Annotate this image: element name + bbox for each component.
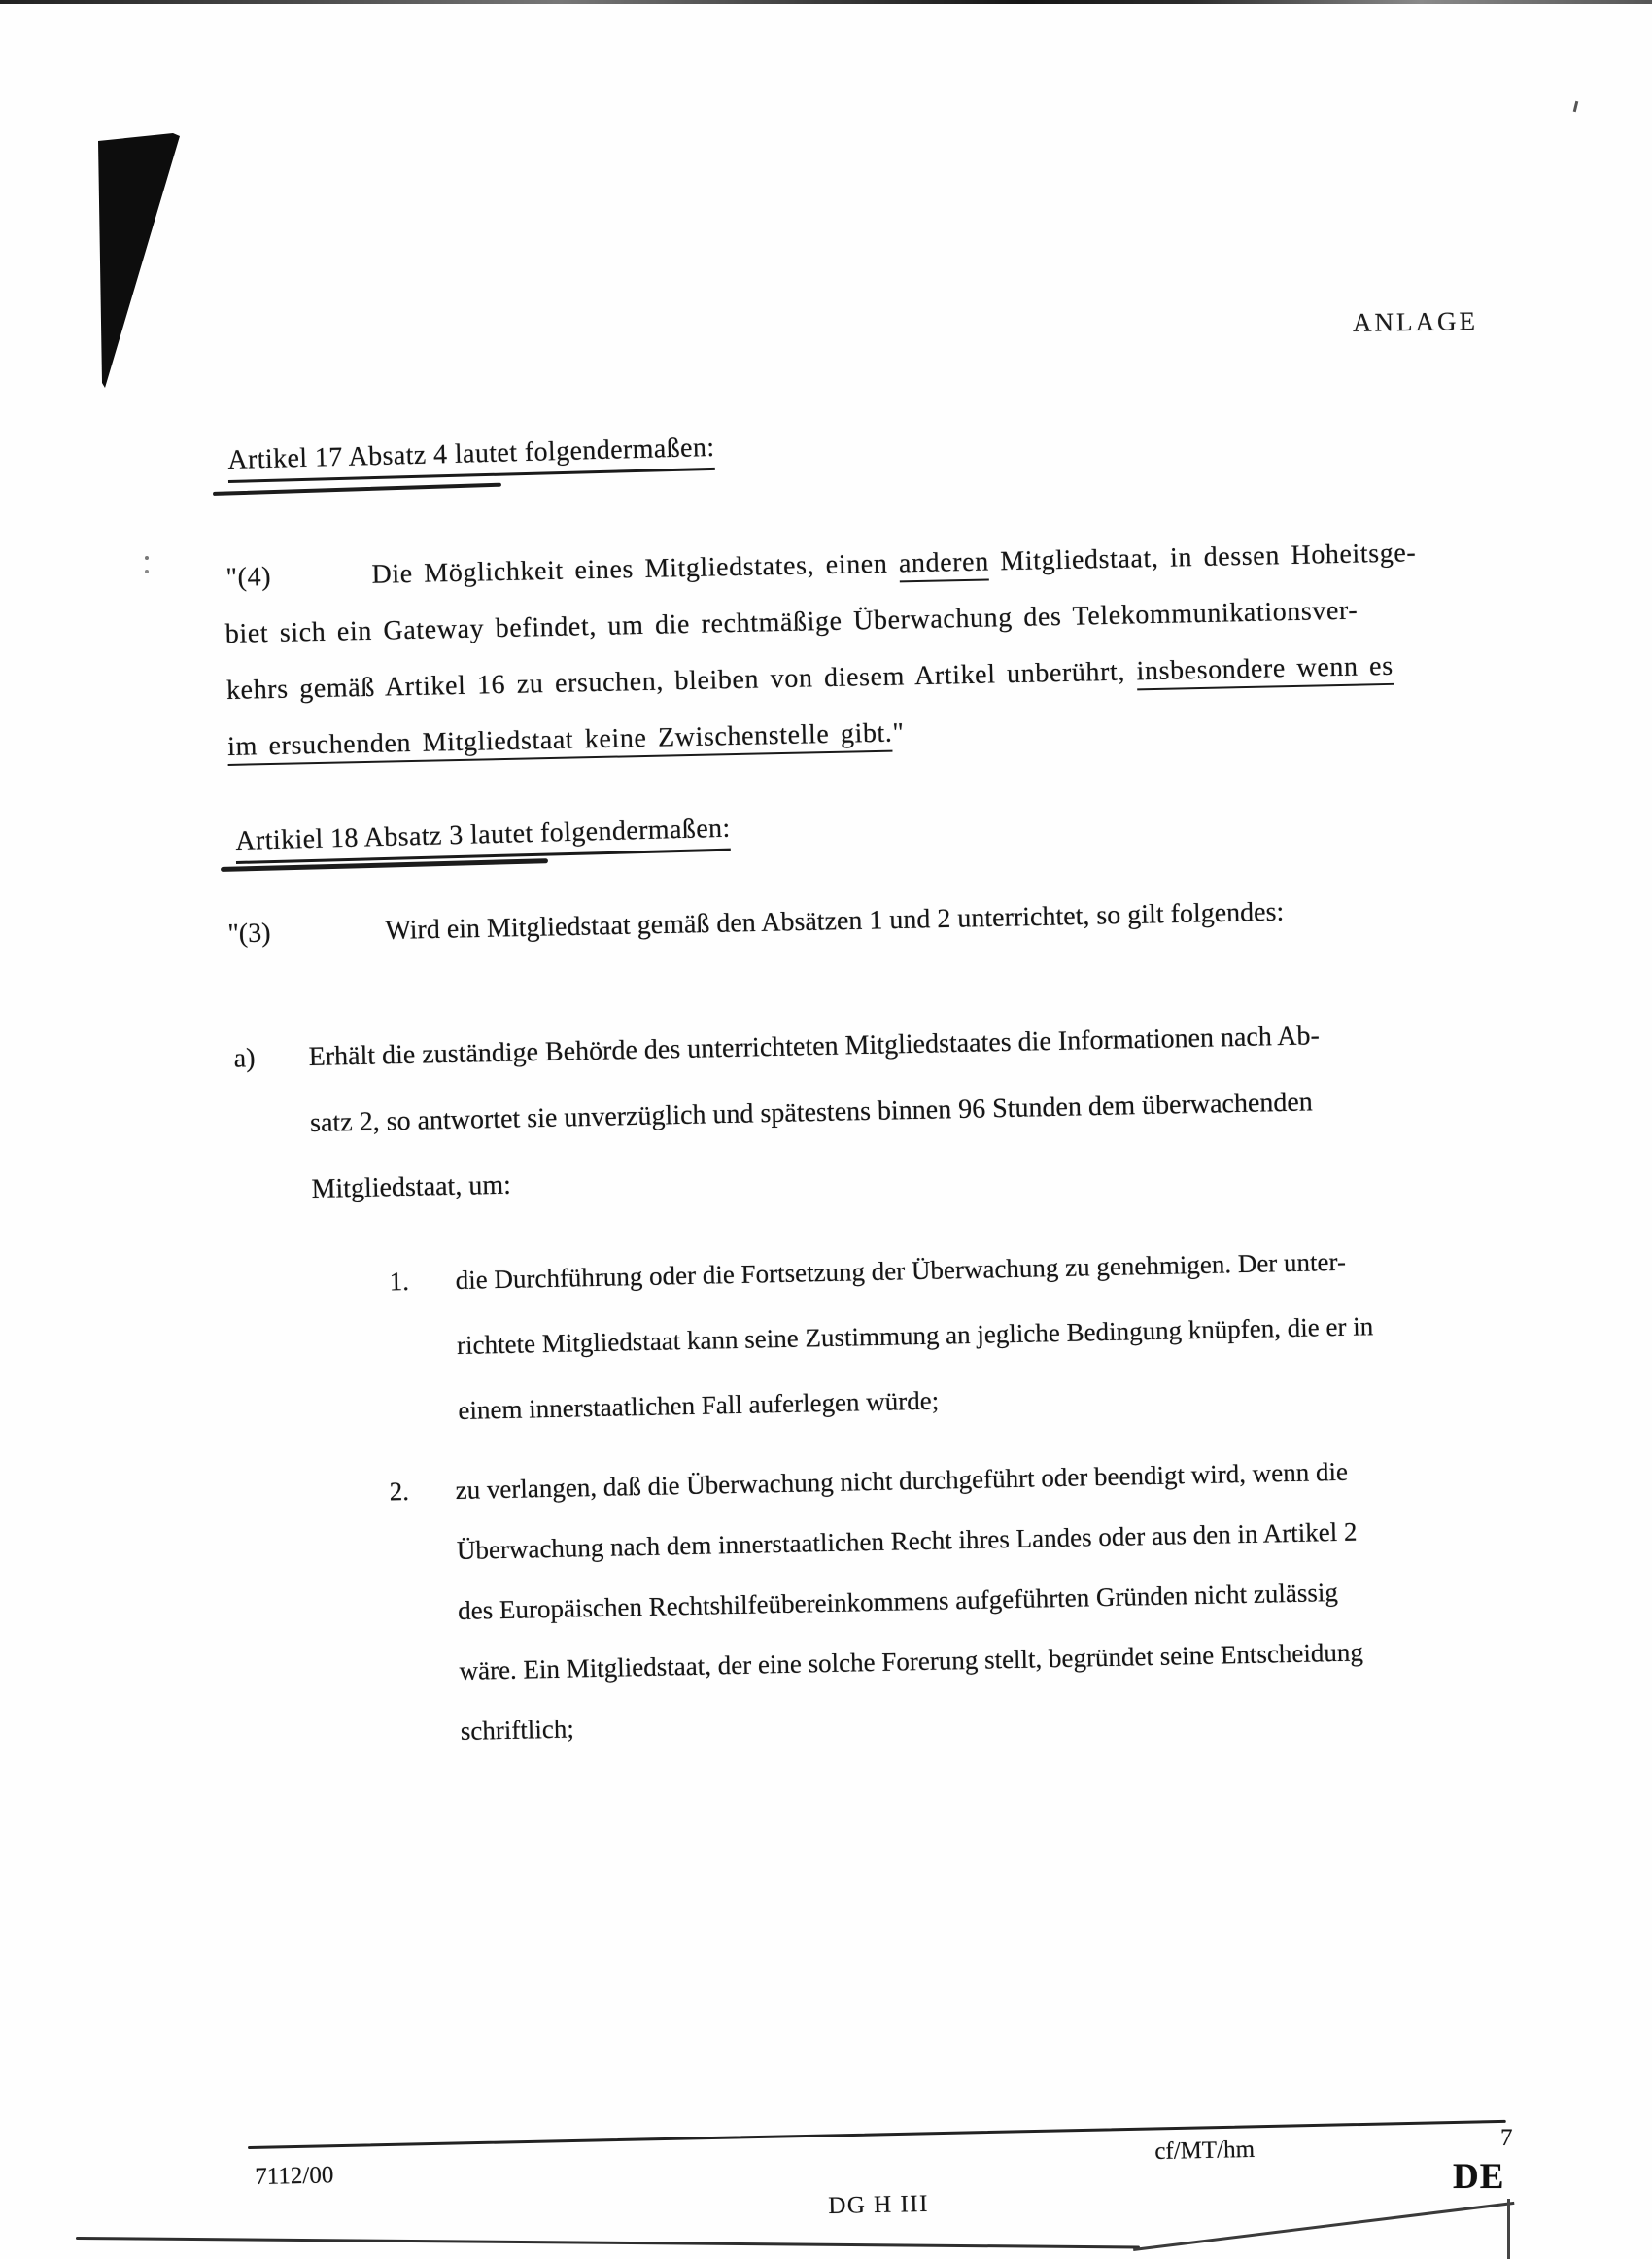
underlined-text: insbesondere wenn es [1136, 651, 1394, 691]
text-segment: Die Möglichkeit eines Mitgliedstates, einen [371, 548, 900, 590]
scan-speck [1573, 101, 1579, 112]
text-line: Erhält die zuständige Behörde des unterrichteten Mitgliedstaates die Informationen nach Ab- [308, 1021, 1321, 1072]
text-segment: " [892, 717, 905, 748]
scan-artifact-wedge [89, 132, 183, 391]
scan-edge-top [0, 0, 1652, 4]
item-2-marker: 2. [389, 1476, 410, 1507]
scan-speck [145, 556, 149, 560]
item-1-marker: 1. [389, 1266, 410, 1297]
text-line: Überwachung nach dem innerstaatlichen Recht ihres Landes oder aus den in Artikel 2 [456, 1516, 1358, 1565]
text-line: schriftlich; [460, 1714, 575, 1746]
underlined-text: anderen [899, 547, 990, 583]
paragraph-4-marker: "(4) [225, 561, 272, 593]
section2-heading-text: Artikiel 18 Absatz 3 lautet folgendermaßen: [235, 814, 731, 864]
item-2 [389, 1439, 1491, 1761]
text-line: richtete Mitgliedstaat kann seine Zustimmung an jegliche Bedingung knüpfen, die er in [456, 1311, 1374, 1360]
footer-initials: cf/MT/hm [1154, 2136, 1256, 2165]
text-line: satz 2, so antwortet sie unverzüglich und spätestens binnen 96 Stunden dem überwachenden [309, 1087, 1314, 1138]
item-a-marker: a) [233, 1043, 256, 1074]
section1-heading [227, 433, 715, 483]
text-line: einem innerstaatlichen Fall auferlegen würde; [458, 1385, 940, 1425]
annex-label: ANLAGE [1352, 306, 1479, 337]
footer-dg-label: DG H III [828, 2190, 930, 2219]
text-segment: Mitgliedstaat, in dessen Hoheitsge- [988, 538, 1417, 577]
scan-edge-bottom [76, 2237, 1140, 2249]
footer-doc-number: 7112/00 [255, 2162, 334, 2190]
section2-heading [235, 814, 731, 864]
text-line: Mitgliedstaat, um: [311, 1169, 512, 1204]
text-segment: kehrs gemäß Artikel 16 zu ersuchen, bleiben von diesem Artikel unberührt, [225, 656, 1137, 706]
text-line: zu verlangen, daß die Überwachung nicht durchgeführt oder beendigt wird, wenn die [455, 1456, 1349, 1505]
text-line: wäre. Ein Mitgliedstaat, der eine solche Forerung stellt, begründet seine Entscheidung [459, 1637, 1364, 1686]
text-line: des Europäischen Rechtshilfeübereinkommens aufgeführten Gründen nicht zulässig [457, 1578, 1339, 1625]
text-line: biet sich ein Gateway befindet, um die rechtmäßige Überwachung des Telekommunikationsver- [224, 595, 1359, 649]
underlined-text: im ersuchenden Mitgliedstaat keine Zwischenstelle gibt. [227, 718, 893, 766]
footer-rule [248, 2120, 1506, 2149]
paragraph-3-intro [227, 893, 1285, 951]
footer-language-code: DE [1453, 2157, 1505, 2197]
scan-edge-bottom [1133, 2202, 1514, 2251]
paragraph-4 [224, 524, 1494, 776]
paragraph-3-marker: "(3) [227, 918, 271, 950]
footer-page-number: 7 [1500, 2125, 1513, 2151]
item-a [233, 1000, 1493, 1223]
stray-underline-stroke [213, 483, 501, 496]
scan-edge-corner [1507, 2199, 1510, 2259]
text-line: Wird ein Mitgliedstaat gemäß den Absätzen 1 und 2 unterrichtet, so gilt folgendes: [385, 896, 1285, 946]
section1-heading-text: Artikel 17 Absatz 4 lautet folgendermaßen: [227, 433, 715, 483]
text-line: die Durchführung oder die Fortsetzung der Überwachung zu genehmigen. Der unter- [455, 1246, 1347, 1295]
item-1 [389, 1227, 1489, 1443]
